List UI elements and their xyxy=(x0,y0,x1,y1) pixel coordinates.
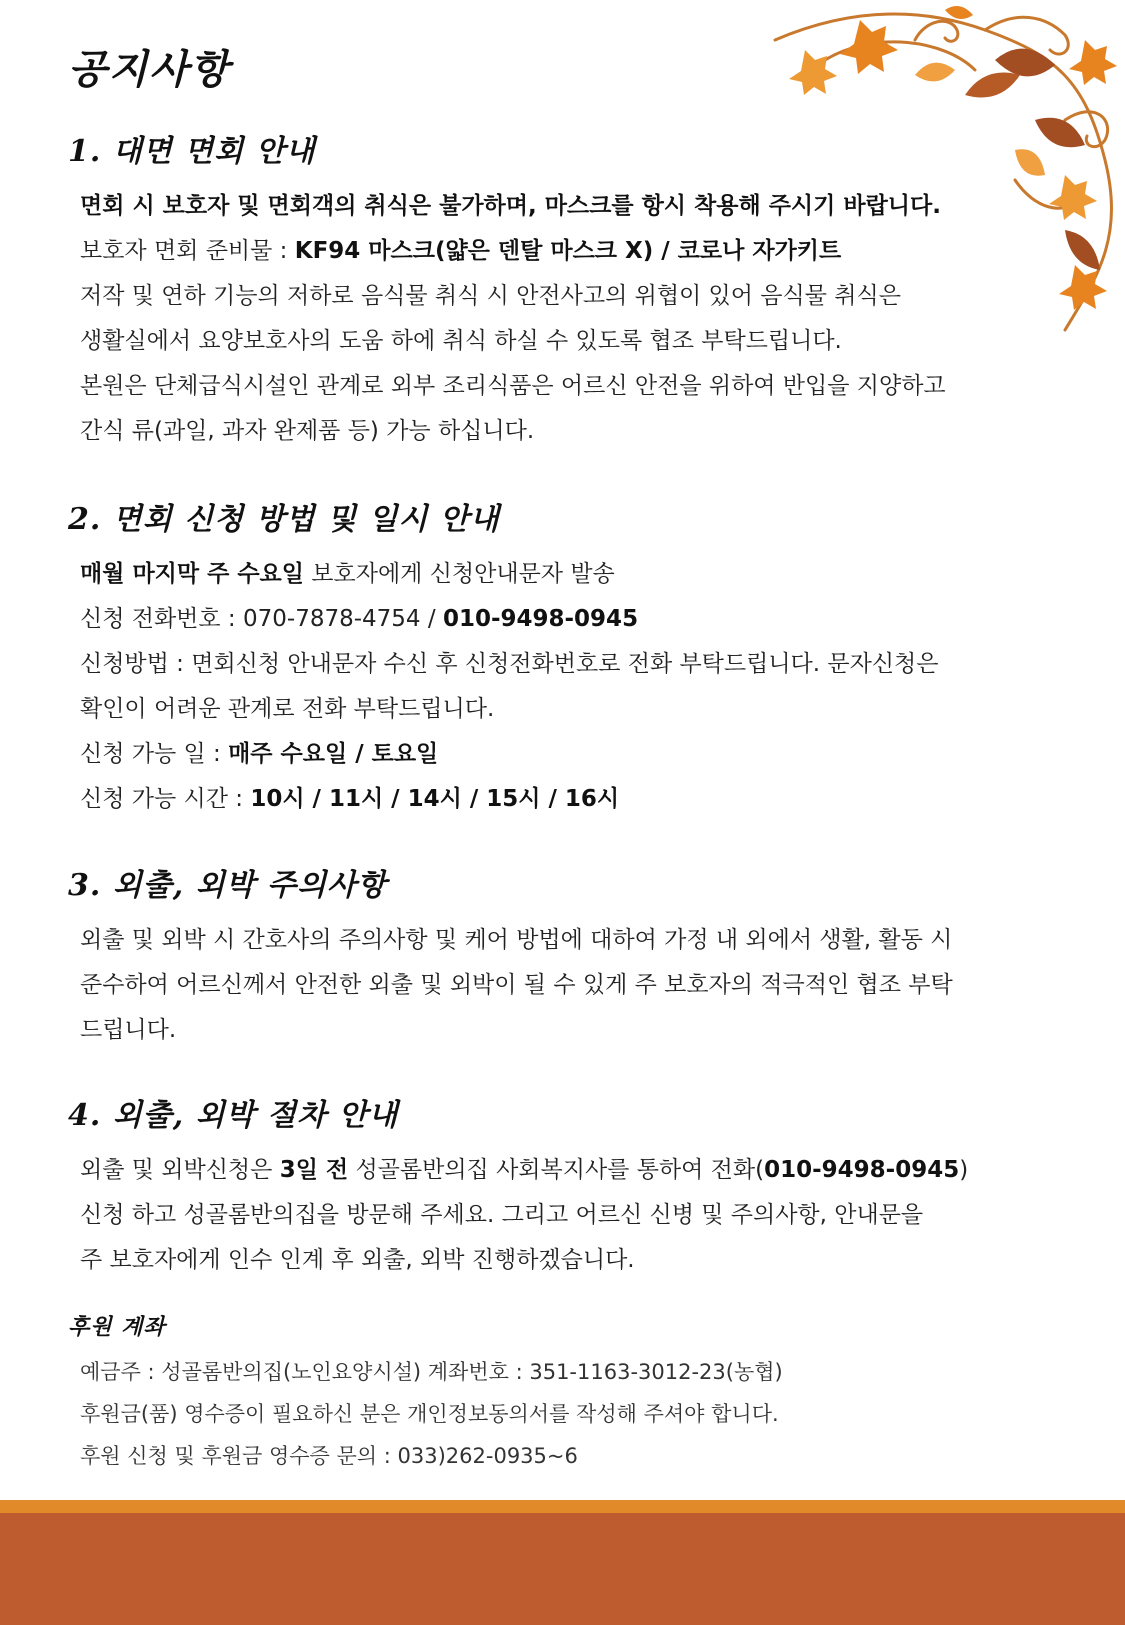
section-heading: 1. 대면 면회 안내 xyxy=(68,134,316,169)
section-1 xyxy=(68,126,968,454)
text-line xyxy=(80,364,968,409)
body-text: 신청 가능 시간 : xyxy=(80,786,251,812)
text-line xyxy=(80,184,968,229)
body-text: 후원금(품) 영수증이 필요하신 분은 개인정보동의서를 작성해 주셔야 합니다. xyxy=(80,1402,779,1426)
footer-accent-line xyxy=(0,1500,1125,1513)
emphasis-text: 매월 마지막 주 수요일 xyxy=(80,561,304,587)
emphasis-text: 010-9498-0945 xyxy=(442,606,639,632)
body-text: 저작 및 연하 기능의 저하로 음식물 취식 시 안전사고의 위협이 있어 음식물 취식은 xyxy=(80,283,901,309)
section-3 xyxy=(68,860,968,1053)
text-line xyxy=(80,963,968,1008)
body-text: 본원은 단체급식시설인 관계로 외부 조리식품은 어르신 안전을 위하여 반입을 지양하고 xyxy=(80,373,946,399)
body-text: 신청 하고 성골롬반의집을 방문해 주세요. 그리고 어르신 신병 및 주의사항, 안내문을 xyxy=(80,1202,924,1228)
text-line xyxy=(80,1148,968,1193)
text-line xyxy=(80,687,968,732)
body-text: 외출 및 외박 시 간호사의 주의사항 및 케어 방법에 대하여 가정 내 외에서 생활, 활동 시 xyxy=(80,927,953,953)
body-text: 보호자에게 신청안내문자 발송 xyxy=(303,561,615,587)
emphasis-text: KF94 마스크(얇은 덴탈 마스크 X) / 코로나 자가키트 xyxy=(294,238,842,264)
text-line xyxy=(80,597,968,642)
emphasis-text: 면회 시 보호자 및 면회객의 취식은 불가하며, 마스크를 항시 착용해 주시기 바랍니다. xyxy=(80,193,941,219)
section-heading: 2. 면회 신청 방법 및 일시 안내 xyxy=(68,502,500,537)
text-line xyxy=(80,1238,968,1283)
body-text: 성골롬반의집 사회복지사를 통하여 전화( xyxy=(348,1157,765,1183)
emphasis-text: 010-9498-0945 xyxy=(764,1157,960,1183)
text-line xyxy=(80,777,968,822)
section-4 xyxy=(68,1090,968,1283)
section-body xyxy=(68,552,968,822)
body-text: 드립니다. xyxy=(80,1017,177,1043)
emphasis-text: 매주 수요일 / 토요일 xyxy=(228,741,439,767)
text-line xyxy=(80,274,968,319)
text-line xyxy=(80,319,968,364)
text-line xyxy=(80,1193,968,1238)
donation-body xyxy=(68,1351,968,1477)
body-text: 신청 가능 일 : xyxy=(80,741,229,767)
page-title: 공지사항 xyxy=(68,46,231,93)
emphasis-text: 10시 / 11시 / 14시 / 15시 / 16시 xyxy=(250,786,620,812)
text-line xyxy=(80,732,968,777)
body-text: 간식 류(과일, 과자 완제품 등) 가능 하십니다. xyxy=(80,418,535,444)
text-line xyxy=(80,229,968,274)
section-heading: 3. 외출, 외박 주의사항 xyxy=(68,868,387,903)
text-line xyxy=(80,1351,968,1393)
section-body xyxy=(68,184,968,454)
body-text: 예금주 : 성골롬반의집(노인요양시설) 계좌번호 : 351-1163-3012-23(농협) xyxy=(80,1360,783,1384)
text-line xyxy=(80,1008,968,1053)
section-heading: 4. 외출, 외박 절차 안내 xyxy=(68,1098,399,1133)
body-text: 생활실에서 요양보호사의 도움 하에 취식 하실 수 있도록 협조 부탁드립니다. xyxy=(80,328,842,354)
body-text: 신청 전화번호 : 070-7878-4754 / xyxy=(80,606,443,632)
body-text: 후원 신청 및 후원금 영수증 문의 : 033)262-0935~6 xyxy=(80,1444,578,1468)
body-text: ) xyxy=(959,1157,969,1183)
text-line xyxy=(80,1435,968,1477)
text-line xyxy=(80,918,968,963)
donation-heading: 후원 계좌 xyxy=(68,1314,166,1340)
section-body xyxy=(68,1148,968,1283)
text-line xyxy=(80,552,968,597)
text-line xyxy=(80,1393,968,1435)
body-text: 보호자 면회 준비물 : xyxy=(80,238,295,264)
body-text: 신청방법 : 면회신청 안내문자 수신 후 신청전화번호로 전화 부탁드립니다. 문자신청은 xyxy=(80,651,939,677)
section-body xyxy=(68,918,968,1053)
donation-account xyxy=(68,1310,968,1477)
emphasis-text: 3일 전 xyxy=(279,1157,349,1183)
section-2 xyxy=(68,494,968,822)
body-text: 확인이 어려운 관계로 전화 부탁드립니다. xyxy=(80,696,495,722)
body-text: 주 보호자에게 인수 인계 후 외출, 외박 진행하겠습니다. xyxy=(80,1247,635,1273)
footer-band xyxy=(0,1513,1125,1625)
body-text: 준수하여 어르신께서 안전한 외출 및 외박이 될 수 있게 주 보호자의 적극적인 협조 부탁 xyxy=(80,972,953,998)
text-line xyxy=(80,642,968,687)
text-line xyxy=(80,409,968,454)
body-text: 외출 및 외박신청은 xyxy=(80,1157,280,1183)
